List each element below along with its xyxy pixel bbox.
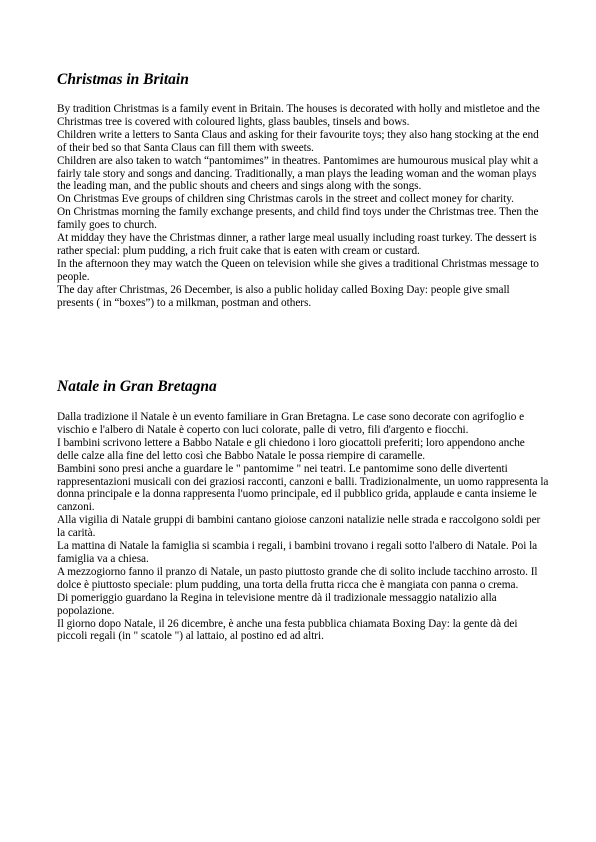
paragraph: At midday they have the Christmas dinner, a rather large meal usually including roast turkey. The dessert is rather special: plum pudding, a rich fruit cake that is eaten with cream or custard. [57, 232, 537, 257]
section-title-english: Christmas in Britain [57, 71, 189, 88]
paragraph: Bambini sono presi anche a guardare le " pantomime " nei teatri. Le pantomime sono delle divertenti rappresentazioni musicali con dei graziosi racconti, canzoni e balli. Tradizionalmente, un uomo rappresenta la donna principale e la donna rappresenta l'uomo principale, ed il pubblico grida, applaude e canta insieme le canzoni. [57, 462, 549, 514]
paragraph: Dalla tradizione il Natale è un evento familiare in Gran Bretagna. Le case sono decorate con agrifoglio e vischio e l'albero di Natale è coperto con luci colorate, palle di vetro, fili d'argento e fiocchi. [57, 411, 525, 436]
paragraph: In the afternoon they may watch the Queen on television while she gives a traditional Christmas message to people. [57, 257, 539, 283]
paragraph: Il giorno dopo Natale, il 26 dicembre, è anche una festa pubblica chiamata Boxing Day: la gente dà dei piccoli regali (in " scatole ") al lattaio, al postino ed ad altri. [57, 617, 518, 643]
paragraph: Di pomeriggio guardano la Regina in televisione mentre dà il tradizionale messaggio natalizio alla popolazione. [57, 591, 497, 617]
section-body-english [57, 103, 549, 310]
section-body-italian [57, 411, 549, 643]
paragraph: The day after Christmas, 26 December, is also a public holiday called Boxing Day: people give small presents ( in “boxes”) to a milkman, postman and others. [57, 283, 510, 309]
paragraph: La mattina di Natale la famiglia si scambia i regali, i bambini trovano i regali sotto l'albero di Natale. Poi la famiglia va a chiesa. [57, 540, 538, 565]
paragraph: On Christmas morning the family exchange presents, and child find toys under the Christmas tree. Then the family goes to church. [57, 206, 539, 232]
paragraph: A mezzogiorno fanno il pranzo di Natale, un pasto piuttosto grande che di solito include tacchino arrosto. Il dolce è piuttosto speciale: plum pudding, una torta della frutta ricca che è mangiata con panna o crema. [57, 565, 538, 591]
paragraph: Children write a letters to Santa Claus and asking for their favourite toys; they also hang stocking at the end of their bed so that Santa Claus can fill them with sweets. [57, 128, 539, 154]
section-title-italian: Natale in Gran Bretagna [57, 378, 217, 395]
paragraph: Children are also taken to watch “pantomimes” in theatres. Pantomimes are humourous musical play whit a fairly tale story and songs and dancing. Traditionally, a man plays the leading woman and the woman plays the leading man, and the public shouts and cheers and sings along with the songs. [57, 154, 539, 193]
paragraph: I bambini scrivono lettere a Babbo Natale e gli chiedono i loro giocattoli preferiti; loro appendono anche delle calze alla fine del letto così che Babbo Natale le possa riempire di caramelle. [57, 436, 525, 462]
paragraph: Alla vigilia di Natale gruppi di bambini cantano gioiose canzoni natalizie nelle strada e raccolgono soldi per la carità. [57, 514, 541, 540]
paragraph: On Christmas Eve groups of children sing Christmas carols in the street and collect money for charity. [57, 193, 514, 206]
paragraph: By tradition Christmas is a family event in Britain. The houses is decorated with holly and mistletoe and the Christmas tree is covered with coloured lights, glass baubles, tinsels and bows. [57, 103, 540, 128]
